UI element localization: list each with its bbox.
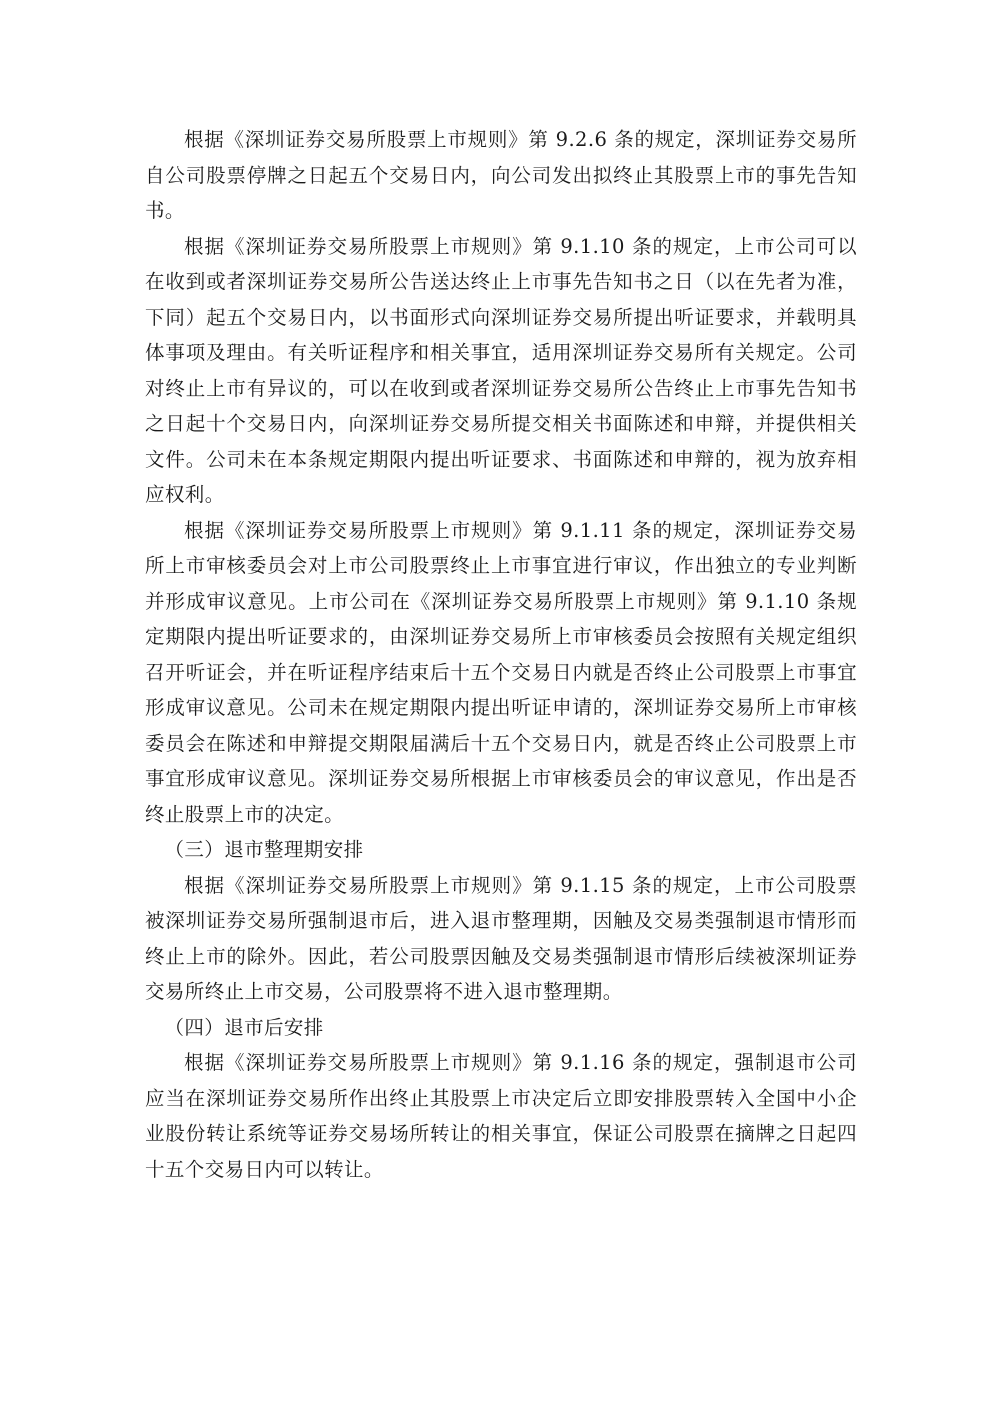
paragraph-post-delisting-rule-9-1-16: 根据《深圳证券交易所股票上市规则》第 9.1.16 条的规定，强制退市公司应当在深圳证券交易所作出终止其股票上市决定后立即安排股票转入全国中小企业股份转让系统等证券交易场所转让的相关事宜，保证公司股票在摘牌之日起四十五个交易日内可以转让。 [145, 1051, 857, 1181]
paragraph-consolidation-rule-9-1-15: 根据《深圳证券交易所股票上市规则》第 9.1.15 条的规定，上市公司股票被深圳证券交易所强制退市后，进入退市整理期，因触及交易类强制退市情形而终止上市的除外。因此，若公司股票因触及交易类强制退市情形后续被深圳证券交易所终止上市交易，公司股票将不进入退市整理期。 [145, 873, 857, 1003]
section-heading-post-delisting: （四）退市后安排 [164, 1015, 324, 1039]
paragraph-review-rule-9-1-11: 根据《深圳证券交易所股票上市规则》第 9.1.11 条的规定，深圳证券交易所上市审核委员会对上市公司股票终止上市事宜进行审议，作出独立的专业判断并形成审议意见。上市公司在《深圳证券交易所股票上市规则》第 9.1.10 条规定期限内提出听证要求的，由深圳证券交易所上市审核委员会按照有关规定组织召开听证会，并在听证程序结束后十五个交易日内就是否终止公司股票上市事宜形成审议意见。公司未在规定期限内提出听证申请的，深圳证券交易所上市审核委员会在陈述和申辩提交期限届满后十五个交易日内，就是否终止公司股票上市事宜形成审议意见。深圳证券交易所根据上市审核委员会的审议意见，作出是否终止股票上市的决定。 [145, 518, 857, 826]
document-body [145, 122, 857, 1187]
paragraph-hearing-rule-9-1-10: 根据《深圳证券交易所股票上市规则》第 9.1.10 条的规定，上市公司可以在收到或者深圳证券交易所公告送达终止上市事先告知书之日（以在先者为准，下同）起五个交易日内，以书面形式向深圳证券交易所提出听证要求，并载明具体事项及理由。有关听证程序和相关事宜，适用深圳证券交易所有关规定。公司对终止上市有异议的，可以在收到或者深圳证券交易所公告终止上市事先告知书之日起十个交易日内，向深圳证券交易所提交相关书面陈述和申辩，并提供相关文件。公司未在本条规定期限内提出听证要求、书面陈述和申辩的，视为放弃相应权利。 [145, 234, 857, 506]
paragraph-notice-rule-9-2-6: 根据《深圳证券交易所股票上市规则》第 9.2.6 条的规定，深圳证券交易所自公司股票停牌之日起五个交易日内，向公司发出拟终止其股票上市的事先告知书。 [145, 128, 857, 222]
section-heading-delisting-consolidation: （三）退市整理期安排 [164, 838, 364, 861]
